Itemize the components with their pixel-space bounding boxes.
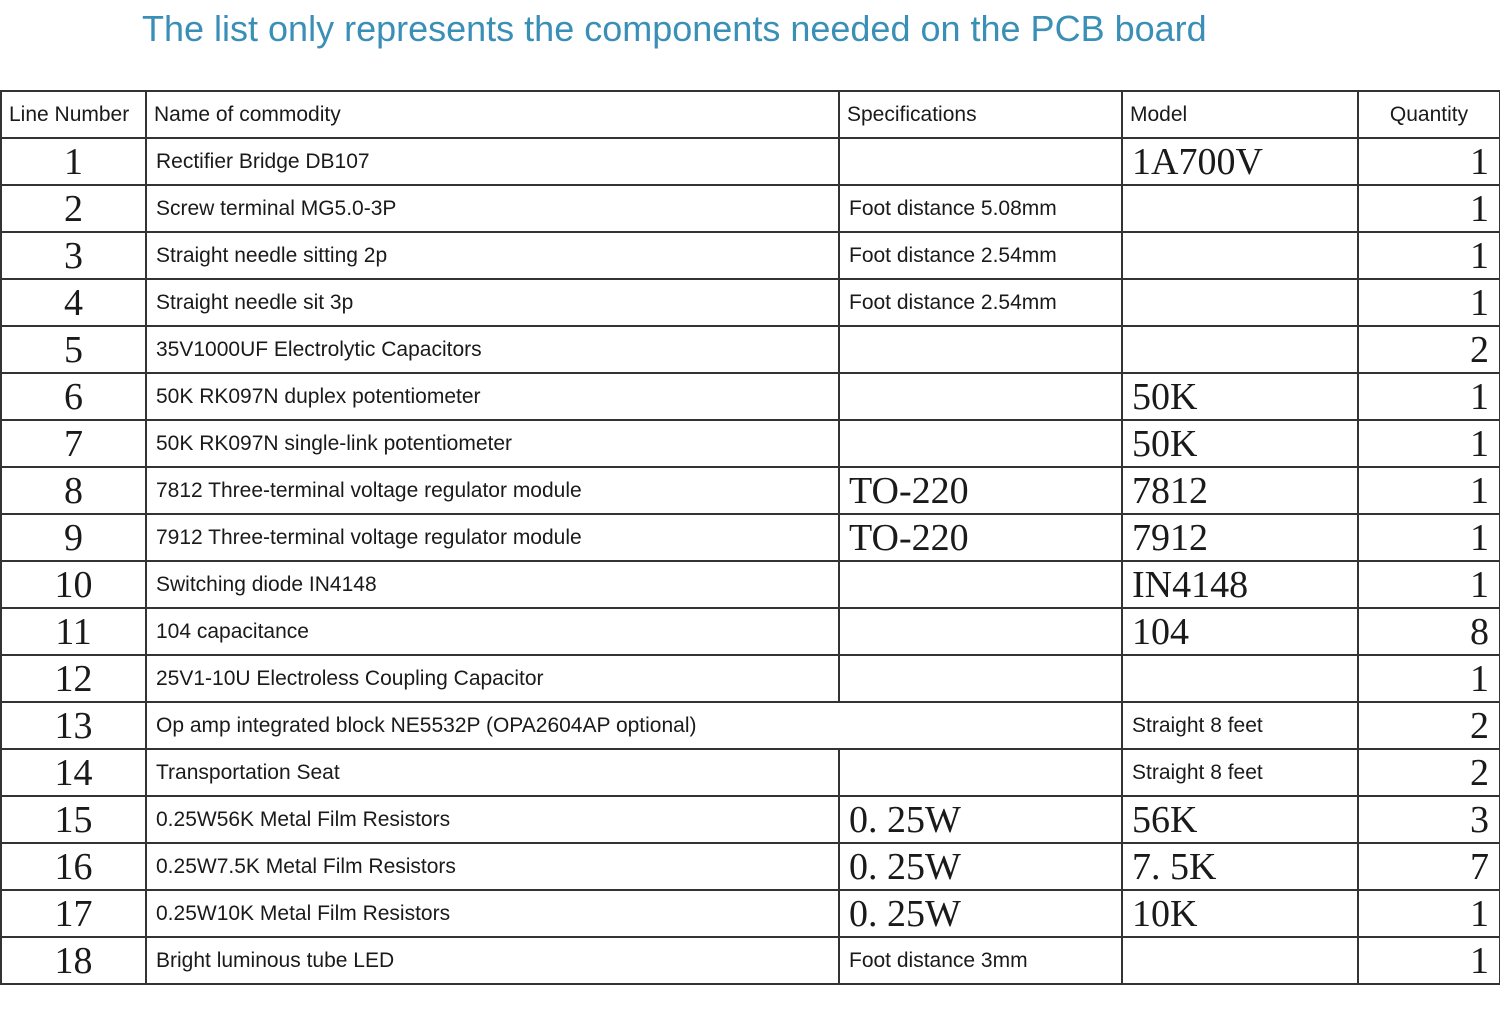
cell-specifications: [839, 326, 1122, 373]
cell-quantity: 1: [1358, 185, 1500, 232]
cell-name: Switching diode IN4148: [146, 561, 839, 608]
cell-name: Straight needle sit 3p: [146, 279, 839, 326]
cell-name: 0.25W7.5K Metal Film Resistors: [146, 843, 839, 890]
header-name: Name of commodity: [146, 91, 839, 138]
cell-quantity: 1: [1358, 279, 1500, 326]
cell-line-number: 3: [1, 232, 146, 279]
cell-quantity: 1: [1358, 467, 1500, 514]
cell-name: Op amp integrated block NE5532P (OPA2604AP optional): [146, 702, 1122, 749]
cell-model: Straight 8 feet: [1122, 702, 1358, 749]
header-specifications: Specifications: [839, 91, 1122, 138]
table-row: [1, 702, 1500, 749]
cell-line-number: 11: [1, 608, 146, 655]
cell-specifications: Foot distance 5.08mm: [839, 185, 1122, 232]
cell-line-number: 10: [1, 561, 146, 608]
cell-model: 1A700V: [1122, 138, 1358, 185]
cell-model: Straight 8 feet: [1122, 749, 1358, 796]
table-row: [1, 373, 1500, 420]
cell-specifications: Foot distance 2.54mm: [839, 232, 1122, 279]
cell-line-number: 7: [1, 420, 146, 467]
cell-specifications: [839, 138, 1122, 185]
cell-quantity: 2: [1358, 749, 1500, 796]
header-line-number: Line Number: [1, 91, 146, 138]
table-row: [1, 514, 1500, 561]
cell-name: 0.25W56K Metal Film Resistors: [146, 796, 839, 843]
cell-name: Transportation Seat: [146, 749, 839, 796]
cell-model: [1122, 185, 1358, 232]
cell-model: 7812: [1122, 467, 1358, 514]
cell-line-number: 13: [1, 702, 146, 749]
cell-specifications: TO-220: [839, 514, 1122, 561]
cell-line-number: 4: [1, 279, 146, 326]
cell-quantity: 1: [1358, 514, 1500, 561]
cell-line-number: 16: [1, 843, 146, 890]
table-row: [1, 796, 1500, 843]
cell-quantity: 7: [1358, 843, 1500, 890]
cell-line-number: 1: [1, 138, 146, 185]
cell-name: 25V1-10U Electroless Coupling Capacitor: [146, 655, 839, 702]
cell-line-number: 5: [1, 326, 146, 373]
cell-quantity: 2: [1358, 702, 1500, 749]
cell-quantity: 1: [1358, 655, 1500, 702]
cell-model: [1122, 655, 1358, 702]
cell-quantity: 1: [1358, 373, 1500, 420]
table-row: [1, 749, 1500, 796]
cell-name: Screw terminal MG5.0-3P: [146, 185, 839, 232]
cell-specifications: 0. 25W: [839, 796, 1122, 843]
table-row: [1, 608, 1500, 655]
cell-model: 50K: [1122, 373, 1358, 420]
cell-name: 35V1000UF Electrolytic Capacitors: [146, 326, 839, 373]
cell-line-number: 15: [1, 796, 146, 843]
cell-line-number: 18: [1, 937, 146, 984]
cell-line-number: 9: [1, 514, 146, 561]
header-quantity: Quantity: [1358, 91, 1500, 138]
header-model: Model: [1122, 91, 1358, 138]
cell-model: [1122, 232, 1358, 279]
cell-line-number: 14: [1, 749, 146, 796]
cell-specifications: Foot distance 3mm: [839, 937, 1122, 984]
cell-model: 56K: [1122, 796, 1358, 843]
table-row: [1, 467, 1500, 514]
cell-quantity: 3: [1358, 796, 1500, 843]
cell-quantity: 1: [1358, 561, 1500, 608]
cell-name: 104 capacitance: [146, 608, 839, 655]
cell-quantity: 1: [1358, 138, 1500, 185]
cell-quantity: 1: [1358, 420, 1500, 467]
table-row: [1, 937, 1500, 984]
cell-line-number: 8: [1, 467, 146, 514]
cell-name: Rectifier Bridge DB107: [146, 138, 839, 185]
cell-name: Bright luminous tube LED: [146, 937, 839, 984]
cell-name: 7812 Three-terminal voltage regulator module: [146, 467, 839, 514]
cell-model: 7. 5K: [1122, 843, 1358, 890]
cell-name: 7912 Three-terminal voltage regulator module: [146, 514, 839, 561]
table-row: [1, 279, 1500, 326]
cell-model: 10K: [1122, 890, 1358, 937]
cell-model: 104: [1122, 608, 1358, 655]
table-header-row: [1, 91, 1500, 138]
cell-line-number: 12: [1, 655, 146, 702]
table-row: [1, 655, 1500, 702]
table-row: [1, 890, 1500, 937]
bom-table: [0, 90, 1500, 985]
cell-quantity: 2: [1358, 326, 1500, 373]
cell-specifications: [839, 373, 1122, 420]
cell-name: 50K RK097N duplex potentiometer: [146, 373, 839, 420]
table-row: [1, 232, 1500, 279]
table-row: [1, 561, 1500, 608]
table-row: [1, 843, 1500, 890]
cell-model: [1122, 279, 1358, 326]
table-row: [1, 326, 1500, 373]
cell-model: 7912: [1122, 514, 1358, 561]
cell-specifications: [839, 608, 1122, 655]
cell-line-number: 6: [1, 373, 146, 420]
cell-name: 0.25W10K Metal Film Resistors: [146, 890, 839, 937]
cell-quantity: 1: [1358, 232, 1500, 279]
cell-model: [1122, 326, 1358, 373]
cell-specifications: [839, 749, 1122, 796]
cell-quantity: 8: [1358, 608, 1500, 655]
cell-model: 50K: [1122, 420, 1358, 467]
cell-line-number: 2: [1, 185, 146, 232]
cell-specifications: [839, 561, 1122, 608]
table-body: [1, 138, 1500, 984]
cell-name: Straight needle sitting 2p: [146, 232, 839, 279]
cell-specifications: [839, 655, 1122, 702]
cell-specifications: [839, 420, 1122, 467]
table-row: [1, 185, 1500, 232]
cell-model: IN4148: [1122, 561, 1358, 608]
table-row: [1, 420, 1500, 467]
page-title: The list only represents the components needed on the PCB board: [142, 8, 1207, 49]
cell-quantity: 1: [1358, 890, 1500, 937]
cell-specifications: TO-220: [839, 467, 1122, 514]
cell-model: [1122, 937, 1358, 984]
cell-quantity: 1: [1358, 937, 1500, 984]
cell-name: 50K RK097N single-link potentiometer: [146, 420, 839, 467]
cell-specifications: 0. 25W: [839, 890, 1122, 937]
cell-specifications: Foot distance 2.54mm: [839, 279, 1122, 326]
table-row: [1, 138, 1500, 185]
cell-specifications: 0. 25W: [839, 843, 1122, 890]
cell-line-number: 17: [1, 890, 146, 937]
